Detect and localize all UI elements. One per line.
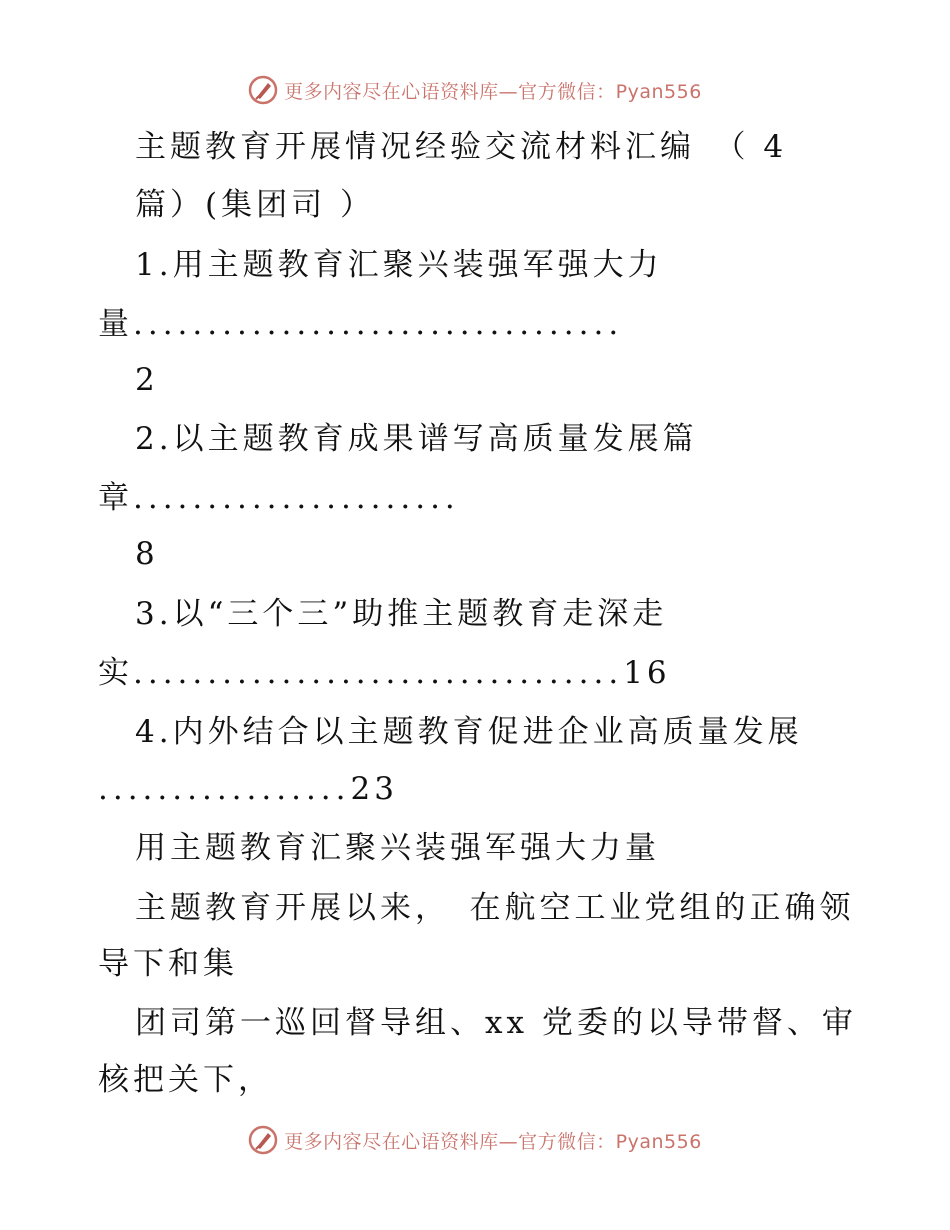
toc-entry-1-dots: ................................. [133, 306, 624, 342]
watermark-banner-top [0, 70, 950, 110]
toc-entry-3-leader[interactable] [98, 651, 671, 695]
watermark-text: 更多内容尽在心语资料库—官方微信：Pyan556 [284, 1130, 702, 1153]
paragraph-1-line-2: 导下和集 [98, 946, 238, 982]
toc-entry-1-page[interactable]: 2 [135, 362, 159, 398]
toc-entry-1-title-end: 量 [98, 306, 133, 342]
toc-entry-1-title[interactable]: 1.用主题教育汇聚兴装强军强大力 [135, 247, 663, 283]
toc-entry-3-title-end: 实 [98, 655, 133, 691]
paragraph-1-line-1: 主题教育开展以来， 在航空工业党组的正确领 [135, 890, 855, 926]
paragraph-2-line-2: 核把关下， [98, 1062, 273, 1098]
toc-entry-3-title[interactable]: 3.以“三个三”助推主题教育走深走 [135, 596, 668, 632]
toc-entry-4-leader[interactable] [98, 767, 398, 811]
section-heading: 用主题教育汇聚兴装强军强大力量 [135, 830, 660, 866]
feather-pen-logo-icon [248, 75, 278, 105]
toc-entry-2-page[interactable]: 8 [135, 536, 159, 572]
toc-entry-4-page: 23 [350, 771, 398, 807]
toc-entry-4-title[interactable]: 4.内外结合以主题教育促进企业高质量发展 [135, 714, 803, 750]
feather-pen-logo-icon [248, 1125, 278, 1155]
toc-entry-4-dots: ................. [98, 771, 351, 807]
document-title-line-1: 主题教育开展情况经验交流材料汇编 （ 4 [135, 129, 788, 165]
toc-entry-2-title-end: 章 [98, 480, 133, 516]
toc-entry-3-page: 16 [623, 655, 671, 691]
toc-entry-1-leader[interactable] [98, 302, 623, 346]
watermark-text: 更多内容尽在心语资料库—官方微信：Pyan556 [284, 80, 702, 103]
watermark-banner-bottom [0, 1120, 950, 1160]
toc-entry-2-leader[interactable] [98, 476, 460, 520]
paragraph-2-line-1: 团司第一巡回督导组、xx 党委的以导带督、审 [135, 1005, 857, 1041]
document-title-line-2: 篇）(集团司 ） [135, 187, 375, 223]
toc-entry-3-dots: ................................. [133, 655, 624, 691]
toc-entry-2-dots: ...................... [133, 480, 460, 516]
toc-entry-2-title[interactable]: 2.以主题教育成果谱写高质量发展篇 [135, 421, 698, 457]
